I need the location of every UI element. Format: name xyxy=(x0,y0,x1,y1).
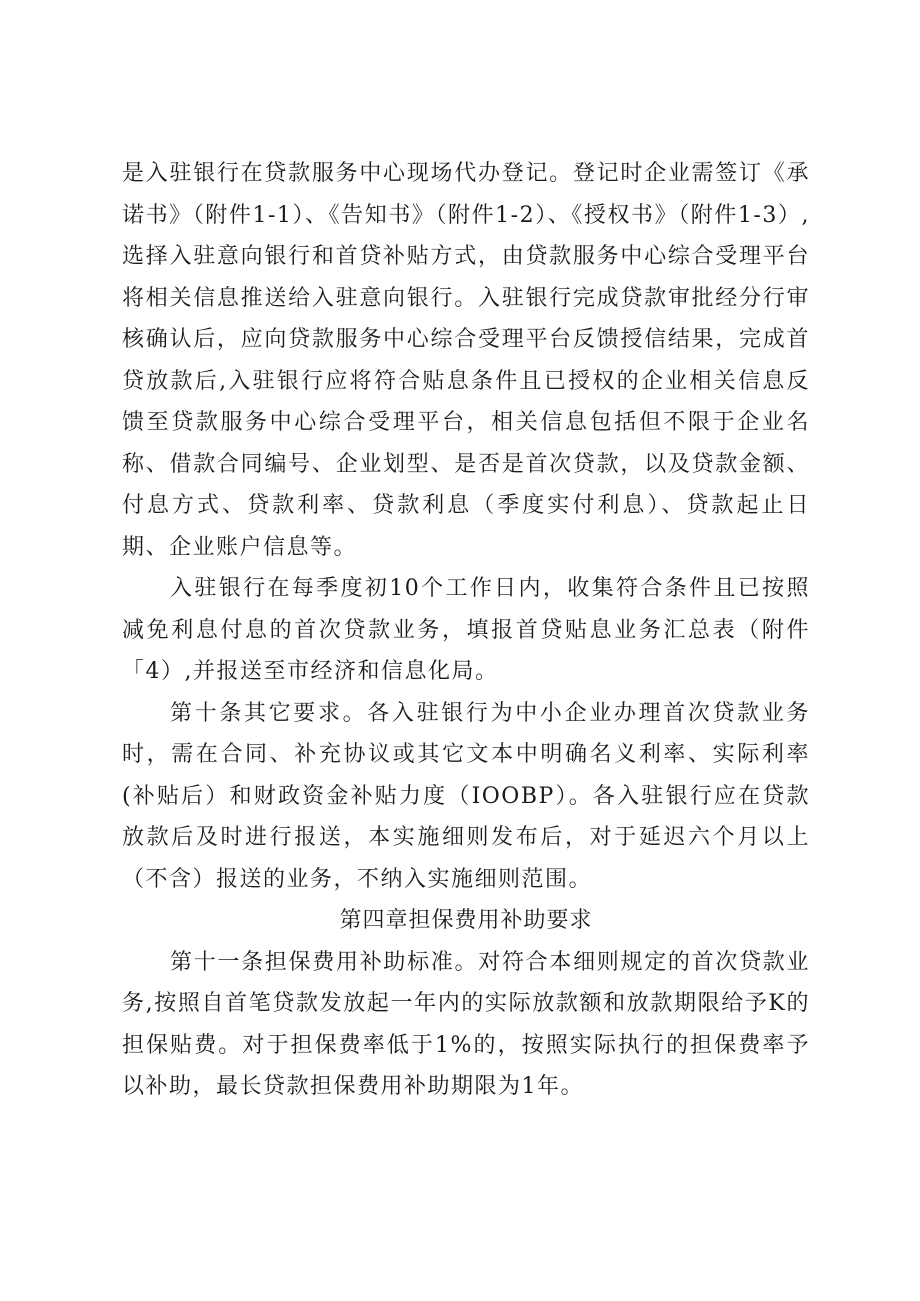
paragraph-article-11: 第十一条担保费用补助标准。对符合本细则规定的首次贷款业务,按照自首笔贷款发放起一年内的实际放款额和放款期限给予K的担保贴费。对于担保费率低于1%的，按照实际执行的担保费率予以补助，最长贷款担保费用补助期限为1年。 xyxy=(122,949,810,1099)
paragraph-continuation: 是入驻银行在贷款服务中心现场代办登记。登记时企业需签订《承诺书》（附件1-1）、《告知书》（附件1-2）、《授权书》（附件1-3）,选择入驻意向银行和首贷补贴方式，由贷款服务中心综合受理平台将相关信息推送给入驻意向银行。入驻银行完成贷款审批经分行审核确认后，应向贷款服务中心综合受理平台反馈授信结果，完成首贷放款后,入驻银行应将符合贴息条件且已授权的企业相关信息反馈至贷款服务中心综合受理平台，相关信息包括但不限于企业名称、借款合同编号、企业划型、是否是首次贷款，以及贷款金额、付息方式、贷款利率、贷款利息（季度实付利息）、贷款起止日期、企业账户信息等。 xyxy=(122,161,810,560)
chapter-heading: 第四章担保费用补助要求 xyxy=(339,908,593,933)
paragraph-quarterly-report: 入驻银行在每季度初10个工作日内，收集符合条件且已按照减免利息付息的首次贷款业务，填报首贷贴息业务汇总表（附件「4）,并报送至市经济和信息化局。 xyxy=(122,576,810,684)
document-body xyxy=(122,153,810,1108)
paragraph-article-10: 第十条其它要求。各入驻银行为中小企业办理首次贷款业务时，需在合同、补充协议或其它文本中明确名义利率、实际利率(补贴后）和财政资金补贴力度（IOOBP）。各入驻银行应在贷款放款后及时进行报送，本实施细则发布后，对于延迟六个月以上（不含）报送的业务，不纳入实施细则范围。 xyxy=(122,700,810,892)
